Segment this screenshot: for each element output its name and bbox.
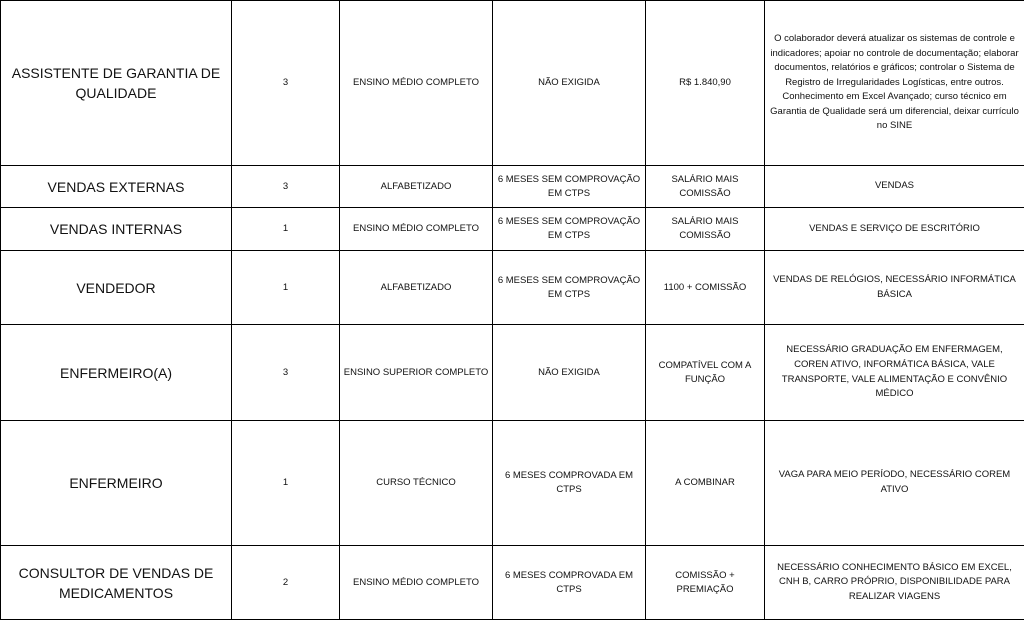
job-title: VENDAS INTERNAS: [1, 208, 232, 251]
salary: SALÁRIO MAIS COMISSÃO: [646, 166, 765, 208]
table-row: [1, 251, 1024, 325]
salary: SALÁRIO MAIS COMISSÃO: [646, 208, 765, 251]
table-row: [1, 208, 1024, 251]
experience: NÃO EXIGIDA: [493, 1, 646, 166]
table-row: [1, 421, 1024, 546]
vacancies: 3: [232, 325, 340, 421]
salary: R$ 1.840,90: [646, 1, 765, 166]
job-title: ENFERMEIRO: [1, 421, 232, 546]
job-title: VENDAS EXTERNAS: [1, 166, 232, 208]
table-row: [1, 1, 1024, 166]
salary: COMISSÃO + PREMIAÇÃO: [646, 546, 765, 620]
table-row: [1, 166, 1024, 208]
education: ALFABETIZADO: [340, 166, 493, 208]
education: ENSINO MÉDIO COMPLETO: [340, 208, 493, 251]
table-row: [1, 325, 1024, 421]
requirements: VAGA PARA MEIO PERÍODO, NECESSÁRIO COREM ATIVO: [765, 421, 1024, 546]
vacancies: 1: [232, 421, 340, 546]
job-title: VENDEDOR: [1, 251, 232, 325]
experience: 6 MESES SEM COMPROVAÇÃO EM CTPS: [493, 208, 646, 251]
education: ENSINO SUPERIOR COMPLETO: [340, 325, 493, 421]
job-title: CONSULTOR DE VENDAS DE MEDICAMENTOS: [1, 546, 232, 620]
experience: 6 MESES COMPROVADA EM CTPS: [493, 421, 646, 546]
requirements: VENDAS: [765, 166, 1024, 208]
salary: 1100 + COMISSÃO: [646, 251, 765, 325]
requirements: VENDAS E SERVIÇO DE ESCRITÓRIO: [765, 208, 1024, 251]
vacancies: 1: [232, 251, 340, 325]
experience: 6 MESES SEM COMPROVAÇÃO EM CTPS: [493, 166, 646, 208]
vacancies: 1: [232, 208, 340, 251]
requirements: NECESSÁRIO GRADUAÇÃO EM ENFERMAGEM, COREN ATIVO, INFORMÁTICA BÁSICA, VALE TRANSPORTE, VALE ALIMENTAÇÃO E CONVÊNIO MÉDICO: [765, 325, 1024, 421]
experience: NÃO EXIGIDA: [493, 325, 646, 421]
job-title: ASSISTENTE DE GARANTIA DE QUALIDADE: [1, 1, 232, 166]
education: ALFABETIZADO: [340, 251, 493, 325]
education: CURSO TÉCNICO: [340, 421, 493, 546]
education: ENSINO MÉDIO COMPLETO: [340, 546, 493, 620]
requirements: VENDAS DE RELÓGIOS, NECESSÁRIO INFORMÁTICA BÁSICA: [765, 251, 1024, 325]
requirements: NECESSÁRIO CONHECIMENTO BÁSICO EM EXCEL, CNH B, CARRO PRÓPRIO, DISPONIBILIDADE PARA REALIZAR VIAGENS: [765, 546, 1024, 620]
job-title: ENFERMEIRO(A): [1, 325, 232, 421]
salary: A COMBINAR: [646, 421, 765, 546]
experience: 6 MESES COMPROVADA EM CTPS: [493, 546, 646, 620]
vacancies: 3: [232, 166, 340, 208]
table-row: [1, 546, 1024, 620]
experience: 6 MESES SEM COMPROVAÇÃO EM CTPS: [493, 251, 646, 325]
vacancies: 3: [232, 1, 340, 166]
salary: COMPATÍVEL COM A FUNÇÃO: [646, 325, 765, 421]
education: ENSINO MÉDIO COMPLETO: [340, 1, 493, 166]
vacancies: 2: [232, 546, 340, 620]
requirements: O colaborador deverá atualizar os sistemas de controle e indicadores; apoiar no controle de documentação; elaborar documentos, relatórios e gráficos; controlar o Sistema de Registro de Irregularidades Logísticas, entre outros. Conhecimento em Excel Avançado; curso técnico em Garantia de Qualidade será um diferencial, deixar currículo no SINE: [765, 1, 1024, 166]
